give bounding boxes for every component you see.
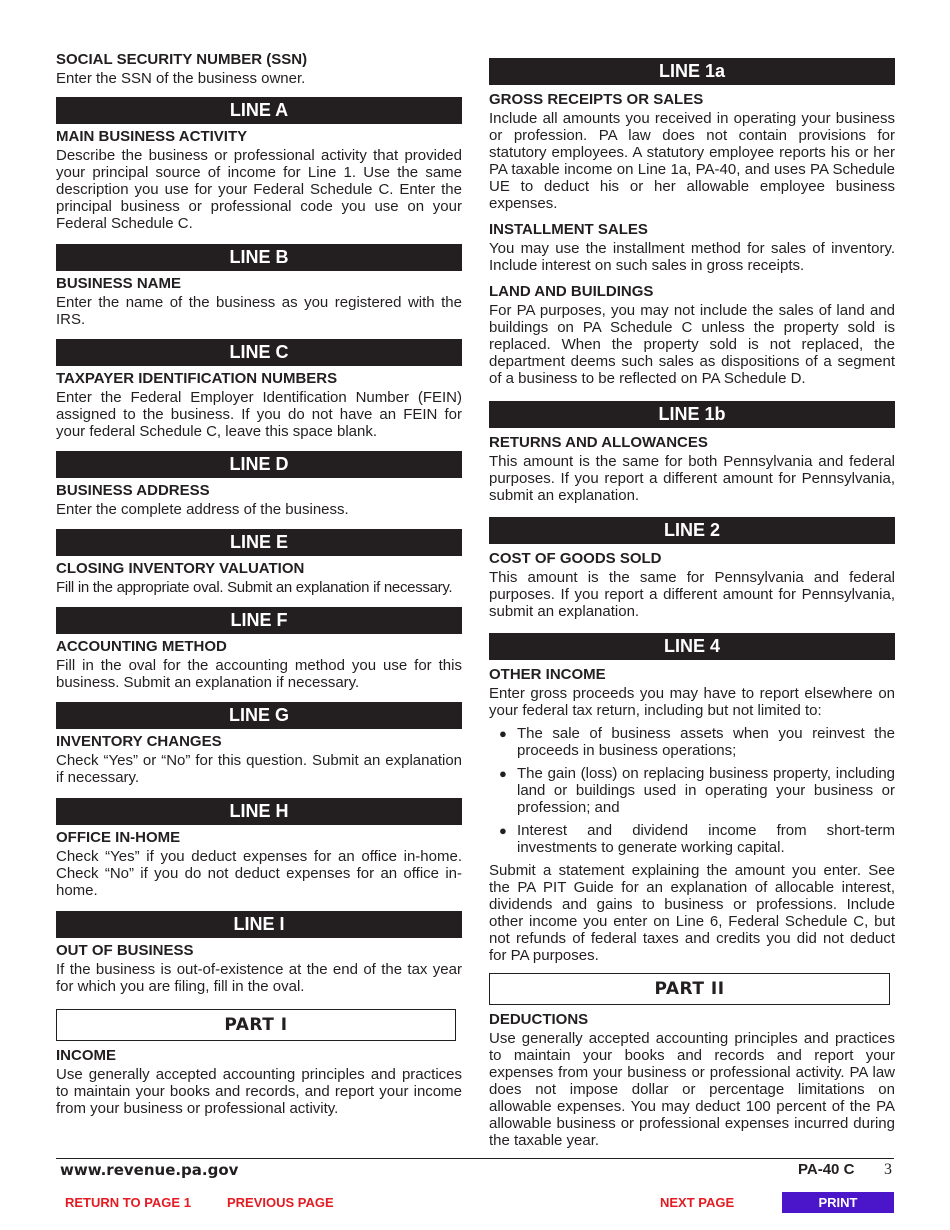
footer-divider [56,1158,894,1159]
line-4-banner: LINE 4 [489,633,895,660]
line-1b-section [489,401,895,504]
line-a-banner: LINE A [56,97,462,124]
line-a-text: Describe the business or professional activity that provided your principal source of income for Line 1. Use the same description you use for your Federal Schedule C. Enter the principal business or professional code you use on your Federal Schedule C. [56,147,462,232]
land-buildings-text: For PA purposes, you may not include the sales of land and buildings on PA Schedule C unless the property sold is replaced. When the property sold is not replaced, the department deems such sales as dispositions of a segment of a business to be reflected on PA Schedule D. [489,302,895,387]
other-income-list [489,725,895,856]
line-c-banner: LINE C [56,339,462,366]
line-1b-text: This amount is the same for both Pennsylvania and federal purposes. If you report a different amount for Pennsylvania, submit an explanation. [489,453,895,504]
line-f-section [56,607,462,691]
next-page-button[interactable]: NEXT PAGE [660,1195,735,1210]
bullet-icon: ● [499,823,507,838]
line-c-section [56,339,462,440]
line-4-heading: OTHER INCOME [489,666,606,683]
line-c-text: Enter the Federal Employer Identification Number (FEIN) assigned to the business. If you do not have an FEIN for your federal Schedule C, leave this space blank. [56,389,462,440]
line-a-section [56,97,462,232]
list-item [489,822,895,856]
gross-receipts-text: Include all amounts you received in operating your business or profession. PA law does not contain provisions for statutory employees. A statutory employee reports his or her PA taxable income on Line 1a, PA-40, and uses PA Schedule UE to deduct his or her allowable employee business expenses. [489,110,895,212]
line-h-section [56,798,462,899]
line-e-heading: CLOSING INVENTORY VALUATION [56,560,305,577]
land-buildings-heading: LAND AND BUILDINGS [489,283,654,300]
bullet-icon: ● [499,726,507,741]
part-1-section [56,1009,462,1117]
line-i-banner: LINE I [56,911,462,938]
line-2-section [489,517,895,620]
line-h-banner: LINE H [56,798,462,825]
print-button[interactable]: PRINT [782,1192,894,1213]
ssn-text: Enter the SSN of the business owner. [56,70,306,87]
line-c-heading: TAXPAYER IDENTIFICATION NUMBERS [56,370,338,387]
line-g-heading: INVENTORY CHANGES [56,733,222,750]
line-b-banner: LINE B [56,244,462,271]
line-1a-banner: LINE 1a [489,58,895,85]
ssn-heading: SOCIAL SECURITY NUMBER (SSN) [56,51,308,68]
line-i-heading: OUT OF BUSINESS [56,942,194,959]
line-4-intro: Enter gross proceeds you may have to report elsewhere on your federal tax return, including but not limited to: [489,685,895,719]
part-1-heading: INCOME [56,1047,116,1064]
line-4-closing: Submit a statement explaining the amount you enter. See the PA PIT Guide for an explanation of allocable interest, dividends and gains to business or professions. Include other income you enter on Line 6, Federal Schedule C, but not refunds of federal taxes and credits you did not deduct for PA purposes. [489,862,895,964]
line-1a-section [489,58,895,387]
line-d-heading: BUSINESS ADDRESS [56,482,210,499]
part-2-text: Use generally accepted accounting principles and practices to maintain your books and records and report your expenses from your business or professional activity. PA law does not impose dollar or percentage limitations on allowable expenses. You may deduct 100 percent of the PA allowable business or professional expenses incurred during the taxable year. [489,1030,895,1149]
line-e-section [56,529,462,596]
line-g-text: Check “Yes” or “No” for this question. Submit an explanation if necessary. [56,752,462,786]
list-item [489,725,895,759]
line-g-section [56,702,462,786]
line-d-text: Enter the complete address of the business. [56,501,349,518]
bullet-icon: ● [499,766,507,781]
line-1b-heading: RETURNS AND ALLOWANCES [489,434,708,451]
line-2-text: This amount is the same for Pennsylvania and federal purposes. If you report a different amount for Pennsylvania, submit an explanation. [489,569,895,620]
line-1b-banner: LINE 1b [489,401,895,428]
previous-page-button[interactable]: PREVIOUS PAGE [227,1195,334,1210]
part-2-heading: DEDUCTIONS [489,1011,589,1028]
line-h-heading: OFFICE IN-HOME [56,829,181,846]
installment-sales-heading: INSTALLMENT SALES [489,221,648,238]
line-i-text: If the business is out-of-existence at the end of the tax year for which you are filing, fill in the oval. [56,961,462,995]
line-4-section [489,633,895,964]
list-item-text: The sale of business assets when you reinvest the proceeds in business operations; [517,725,895,759]
line-e-banner: LINE E [56,529,462,556]
part-2-banner: PART II [489,973,890,1005]
return-to-page-1-button[interactable]: RETURN TO PAGE 1 [65,1195,191,1210]
line-g-banner: LINE G [56,702,462,729]
part-2-section [489,973,895,1149]
ssn-section [56,50,462,87]
line-b-section [56,244,462,328]
line-2-heading: COST OF GOODS SOLD [489,550,662,567]
list-item [489,765,895,816]
list-item-text: The gain (loss) on replacing business property, including land or buildings used in operating your business or profession; and [517,765,895,816]
form-id: PA-40 C [798,1161,855,1178]
line-d-section [56,451,462,518]
line-f-heading: ACCOUNTING METHOD [56,638,227,655]
footer-website: www.revenue.pa.gov [60,1161,239,1179]
line-f-banner: LINE F [56,607,462,634]
line-b-heading: BUSINESS NAME [56,275,182,292]
line-e-text: Fill in the appropriate oval. Submit an explanation if necessary. [56,579,453,596]
right-column [489,58,895,1149]
gross-receipts-heading: GROSS RECEIPTS OR SALES [489,91,704,108]
left-column [56,50,462,1117]
page-number: 3 [884,1161,892,1178]
line-h-text: Check “Yes” if you deduct expenses for an office in-home. Check “No” if you do not deduct expenses for an office in-home. [56,848,462,899]
line-b-text: Enter the name of the business as you registered with the IRS. [56,294,462,328]
list-item-text: Interest and dividend income from short-term investments to generate working capital. [517,822,895,856]
line-2-banner: LINE 2 [489,517,895,544]
line-f-text: Fill in the oval for the accounting method you use for this business. Submit an explanation if necessary. [56,657,462,691]
line-a-heading: MAIN BUSINESS ACTIVITY [56,128,248,145]
line-d-banner: LINE D [56,451,462,478]
installment-sales-text: You may use the installment method for sales of inventory. Include interest on such sales in gross receipts. [489,240,895,274]
part-1-banner: PART I [56,1009,456,1041]
part-1-text: Use generally accepted accounting principles and practices to maintain your books and records, and report your income from your business or professional activity. [56,1066,462,1117]
line-i-section [56,911,462,995]
